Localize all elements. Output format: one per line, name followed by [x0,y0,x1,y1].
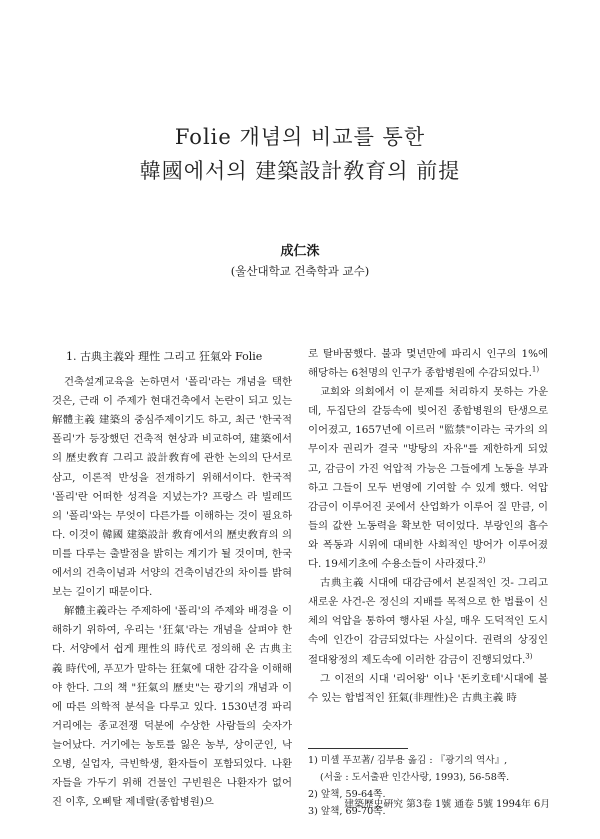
footnote-3: 3) 앞책, 69-70쪽. [308,806,386,817]
body-paragraph [308,574,548,669]
author-name: 成仁洙 [280,244,320,259]
author-affiliation: (울산대학교 건축학과 교수) [230,264,370,278]
body-paragraph-continued [308,345,548,383]
footnote-mark: 2) [478,556,486,565]
footnote-divider [308,748,408,749]
footnote-mark: 1) [531,365,540,374]
body-paragraph: 그 이전의 시대 '리어왕' 이나 '돈키호테'시대에 볼 수 있는 합법적인 狂氣(非理性)은 古典主義 時 [308,672,548,704]
title-block [0,120,600,188]
body-paragraph [308,383,548,574]
footnote-1: 1) 미셸 푸꼬著/ 김부용 옮김 : 『광기의 역사』, [308,755,508,766]
body-paragraph: 解體主義라는 주제하에 '폴리'의 주제와 배경을 이해하기 위하여, 우리는 '狂氣'라는 개념을 살펴야 한다. 서양에서 쉽게 理性의 時代로 정의해 온 古典主義 時代에, 푸꼬가 말하는 狂氣에 대한 감각을 이해해야 한다. 그의 책 "狂氣의 歷史"는 광기의 개념과 이에 따른 의학적 분석을 다루고 있다. 1530년경 파리 거리에는 종교전쟁 덕분에 수상한 사람들의 숫자가 늘어났다. 거기에는 농토를 잃은 농부, 상이군인, 낙오병, 실업자, 극빈학생, 환자들이 포함되었다. 나환자들을 가두기 위해 건물인 구빈원은 나환자가 없어진 이후, 오삐탈 제네랄(종합병원)으 [52,605,292,809]
body-paragraph: 건축설계교육을 논하면서 '폴리'라는 개념을 택한 것은, 근래 이 주제가 현대건축에서 논란이 되고 있는 解體主義 建築의 중심주제이기도 하고, 최근 '한국적 폴리'가 등장했던 건축적 현상과 비교하여, 建築에서의 歷史敎育 그리고 設計敎育에 관한 논의의 단서로 삼고, 이론적 반성을 전개하기 위해서이다. 한국적 '폴리'란 어떠한 성격을 지녔는가? 프랑스 라 빌레뜨의 '폴리'와는 무엇이 다른가를 이해하는 것이 필요하다. 이것이 韓國 建築設計 敎育에서의 歷史敎育의 의미를 다루는 출발점을 밝히는 계기가 될 것이며, 한국에서의 건축이념과 서양의 건축이념간의 차이를 밝혀 보는 길이기 때문이다. [52,376,292,599]
title-line-2: 韓國에서의 建築設計敎育의 前提 [139,159,461,183]
footnote-2: 2) 앞책, 59-64쪽. [308,789,386,800]
left-column [52,345,292,812]
right-column [308,345,548,708]
footnote-mark: 3) [525,652,533,661]
title-line-1: Folie 개념의 비교를 통한 [174,125,426,149]
body-text: 로 탈바꿈했다. 불과 몇년만에 파리시 인구의 1%에 해당하는 6천명의 인구가 종합병원에 수감되었다. [308,348,548,380]
journal-footer: 建築歷史硏究 第3卷 1號 通卷 5號 1994年 6月 [344,799,550,810]
body-text: 교회와 의회에서 이 문제를 처리하지 못하는 가운데, 두집단의 갈등속에 빚어진 종합병원의 탄생으로 이어졌고, 1657년에 이르러 "監禁"이라는 국가의 의무이자 권리가 결국 "방탕의 자유"를 제한하게 되었고, 감금이 가진 억압적 가능은 그들에게 노동을 부과하고 그들이 모두 번영에 기여할 수 있게 했다. 억압 감금이 이루어진 곳에서 산업화가 이루어 질 만큼, 이들의 값싼 노동력을 확보한 덕이었다. 부랑인의 흡수와 폭동과 시위에 대비한 사회적인 방어가 이루어졌다. 19세기초에 수용소들이 사라졌다. [308,386,548,571]
section-heading: 1. 古典主義와 理性 그리고 狂氣와 Folie [66,350,263,363]
footnote-1-source: (서울 : 도서출판 인간사랑, 1993), 56-58쪽. [320,772,510,783]
body-text: 古典主義 시대에 대감금에서 본질적인 것- 그리고 새로운 사건-은 정신의 지배를 목적으로 한 법률이 신체의 억압을 통하여 행사된 사실, 매우 도덕적인 도시속에 인간이 감금되었다는 사실이다. 권력의 상징인 절대왕정의 제도속에 이러한 감금이 진행되었다. [308,577,548,666]
author-block [0,242,600,280]
